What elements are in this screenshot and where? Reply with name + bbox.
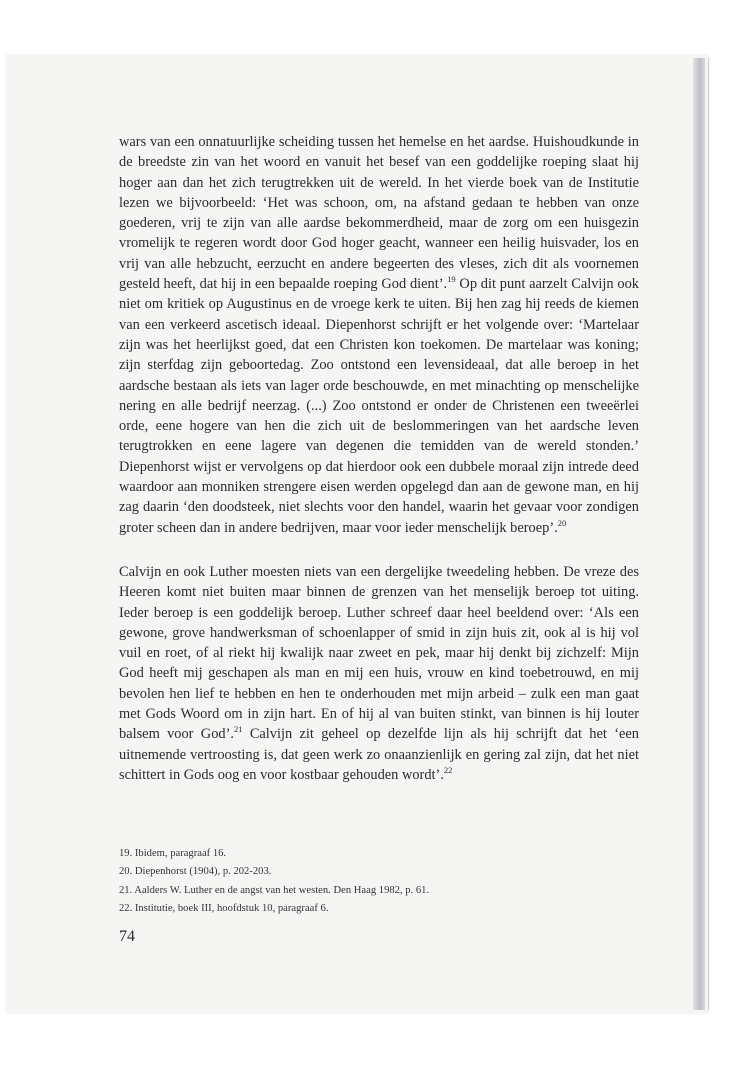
paragraph-2 bbox=[119, 562, 639, 785]
page-number: 74 bbox=[119, 928, 135, 945]
footnote-ref-19: 19 bbox=[447, 274, 456, 285]
footnote-21: 21. Aalders W. Luther en de angst van het westen. Den Haag 1982, p. 61. bbox=[119, 884, 430, 896]
paragraph-1-text-a: wars van een onnatuurlijke scheiding tussen het hemelse en het aardse. Huishoudkunde in de breedste zin van het woord en vanuit het besef van een goddelijke roeping slaat hij hoger aan dan het zich terugtrekken uit de wereld. In het vierde boek van de Institutie lezen we bijvoorbeeld: ‘Het was schoon, om, na afstand gedaan te hebben van onze goederen, vrij te zijn van alle aardse bekommerdheid, maar de zorg om een huisgezin vromelijk te regeren wordt door God hoger geacht, wanneer een heilig huisvader, los en vrij van alle hebzucht, eerzucht en andere begeerten des vleses, zich dit als voornemen gesteld heeft, dat hij in een bepaalde roeping God dient’. bbox=[119, 134, 639, 293]
paragraph-2-text-b: Calvijn zit geheel op dezelfde lijn als hij schrijft dat het ‘een uitnemende vertroosting is, dat geen werk zo onaanzienlijk en gering zal zijn, dat het niet schittert in Gods oog en voor kostbaar gehouden wordt’. bbox=[119, 726, 639, 783]
paragraph-1 bbox=[119, 132, 639, 538]
footnote-22: 22. Institutie, boek III, hoofdstuk 10, paragraaf 6. bbox=[119, 903, 329, 915]
paragraph-2-text-a: Calvijn en ook Luther moesten niets van een dergelijke tweedeling hebben. De vreze des Heeren komt niet buiten maar binnen de grenzen van het menselijk beroep tot uiting. Ieder beroep is een goddelijk beroep. Luther schreef daar heel beeldend over: ‘Als een gewone, grove handwerksman of schoenlapper of smid in zijn huis zit, ook al is hij vol vuil en roet, of al riekt hij kwalijk naar zweet en pek, maar hij denkt bij zichzelf: Mijn God heeft mij geschapen als man en mij een huis, vrouw en kind toebetrouwd, en mij bevolen hen lief te hebben en hen te onderhouden met mijn arbeid – zulk een man gaat met Gods Woord om in zijn hart. En of hij al van buiten stinkt, van binnen is hij louter balsem voor God’. bbox=[119, 563, 639, 743]
footnote-19: 19. Ibidem, paragraaf 16. bbox=[119, 848, 227, 859]
footnote-ref-22: 22 bbox=[443, 765, 453, 776]
page-edge-line bbox=[708, 58, 709, 1010]
body-text bbox=[119, 132, 639, 785]
footnote-ref-20: 20 bbox=[557, 517, 567, 528]
page-edge-shadow bbox=[693, 58, 705, 1010]
footnote-20: 20. Diepenhorst (1904), p. 202-203. bbox=[119, 866, 272, 878]
paragraph-1-text-b: Op dit punt aarzelt Calvijn ook niet om kritiek op Augustinus en de vroege kerk te uiten. Bij hen zag hij reeds de kiemen van een verkeerd ascetisch ideaal. Diepenhorst schrijft er het volgende over: ‘Martelaar zijn was het heerlijkst goed, dat een Christen kon toekomen. De martelaar was koning; zijn sterfdag zijn geboortedag. Zoo ontstond een levensideaal, dat alle beroep in het aardsche bestaan als iets van lager orde beschouwde, en met minachting op menschelijke nering en alle bedrijf neerzag. (...) Zoo ontstond er onder de Christenen een tweeërlei orde, eene hogere van hen die zich uit de beslommeringen van het aardsche leven terugtrokken en eene lagere van degenen die temidden van de wereld stonden.’ Diepenhorst wijst er vervolgens op dat hierdoor ook een dubbele moraal zijn intrede deed waardoor aan monniken strengere eisen werden opgelegd dan aan de gewone man, en hij zag daarin ‘den doodsteek, niet slechts voor den handel, waarin het gevaar voor zondigen groter scheen dan in andere bedrijven, maar voor ieder menschelijk beroep’. bbox=[119, 276, 639, 536]
footnotes bbox=[119, 845, 639, 919]
footnote-ref-21: 21 bbox=[233, 724, 243, 735]
